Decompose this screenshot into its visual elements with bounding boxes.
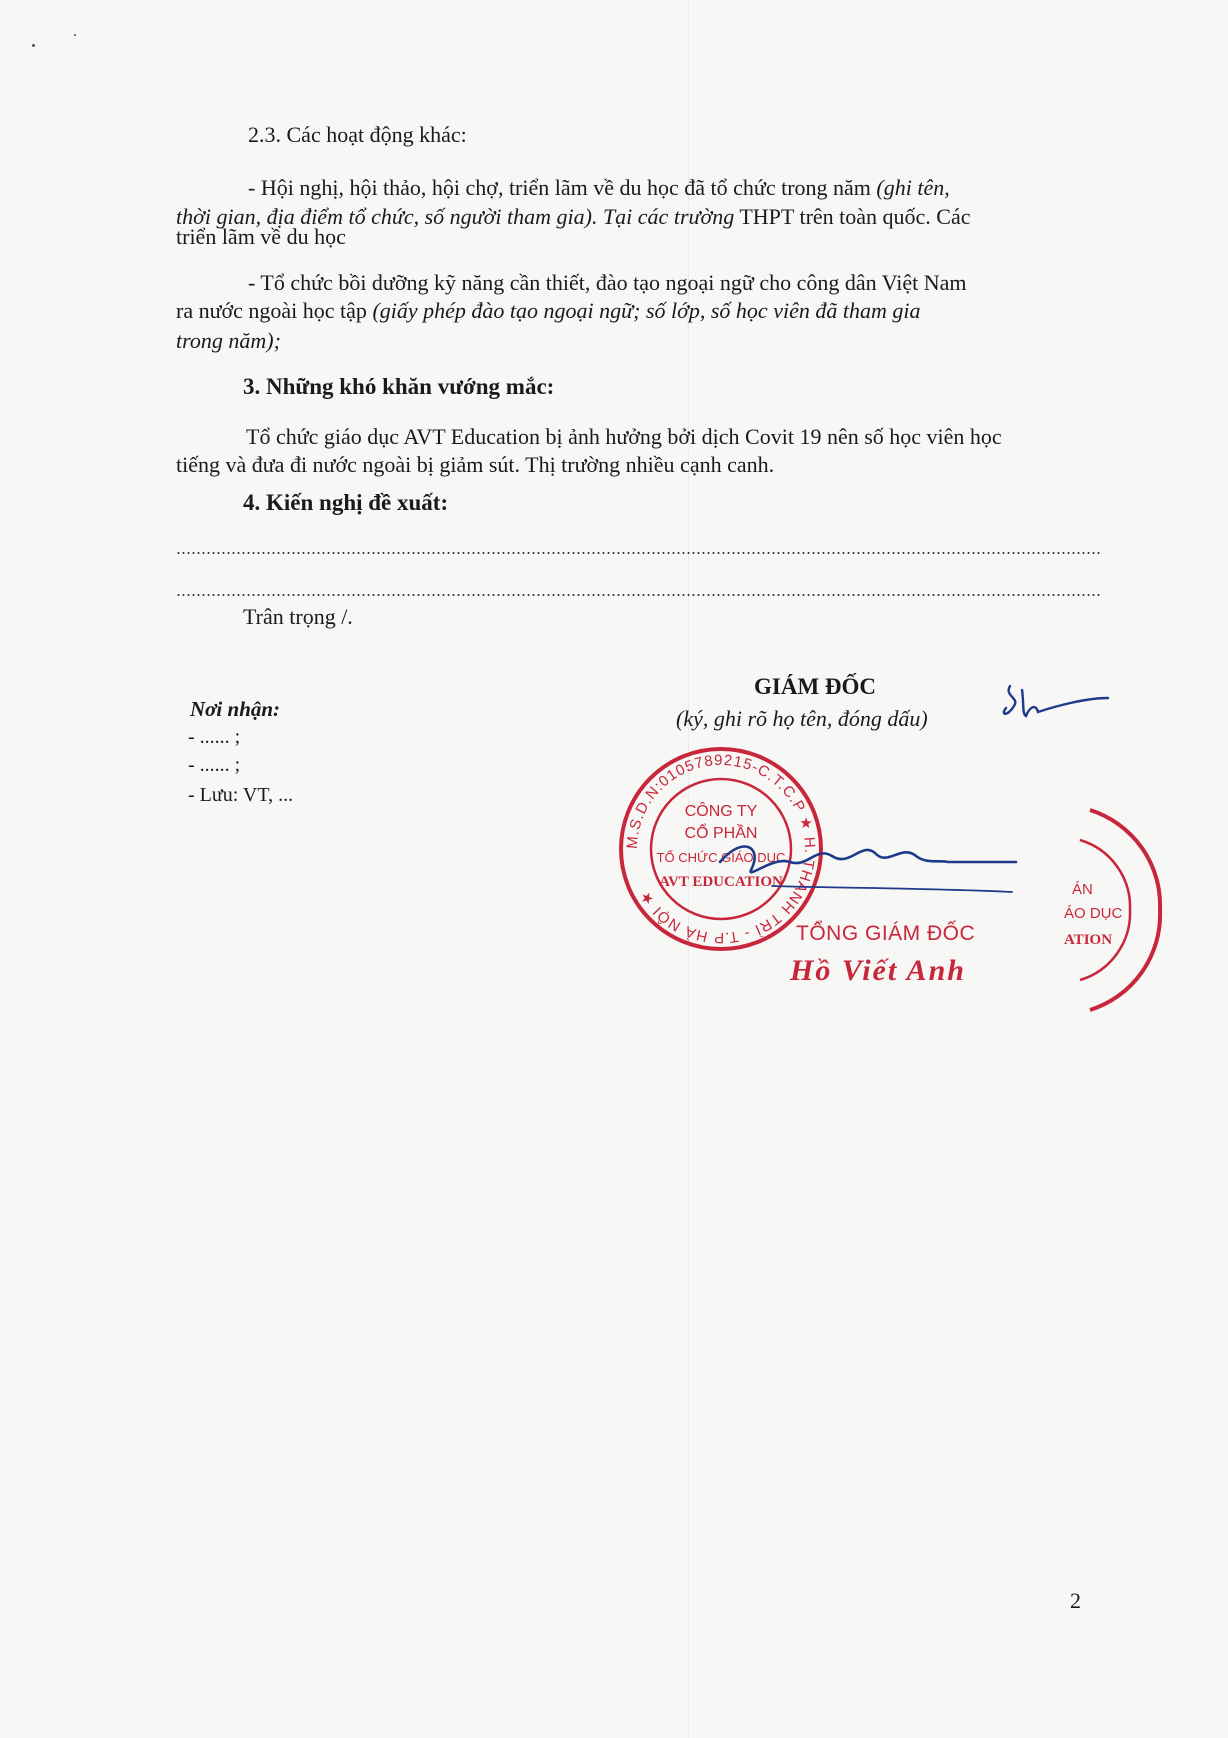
recipient-item: - ...... ;: [188, 754, 241, 776]
closing-text: Trân trọng /.: [243, 604, 353, 629]
scan-speck: [32, 44, 35, 47]
recipient-item: - ...... ;: [188, 726, 241, 748]
para2-line3: trong năm);: [176, 328, 281, 353]
dotted-line: [176, 594, 1100, 596]
page-number: 2: [1070, 1588, 1081, 1613]
stamp-title: TỔNG GIÁM ĐỐC: [796, 922, 976, 945]
section-2-3-heading: 2.3. Các hoạt động khác:: [248, 122, 467, 147]
para1-line3: triển lãm về du học: [176, 224, 346, 249]
dotted-line: [176, 552, 1100, 554]
initials-signature: [996, 676, 1116, 736]
section-3-heading: 3. Những khó khăn vướng mắc:: [243, 374, 555, 399]
seal-line-3: TỔ CHỨC GIÁO DỤC: [656, 850, 786, 865]
para1-line1-italic: (ghi tên,: [876, 175, 950, 200]
para2-line2-plain: ra nước ngoài học tập: [176, 298, 373, 323]
director-signature: [712, 816, 1022, 906]
partial-seal: [1050, 800, 1180, 1020]
para2-line2: [176, 298, 920, 324]
seal-line-2: CỔ PHẦN: [684, 825, 758, 842]
section-3-line1: Tổ chức giáo dục AVT Education bị ảnh hưởng bởi dịch Covit 19 nên số học viên học: [246, 424, 1002, 449]
recipient-item: - Lưu: VT, ...: [188, 784, 294, 806]
para1-line2-italic: thời gian, địa điểm tổ chức, số người tham gia). Tại các trường: [176, 204, 735, 229]
para1-line1-plain: - Hội nghị, hội thảo, hội chợ, triển lãm về du học đã tổ chức trong năm: [248, 175, 877, 200]
scan-speck: [74, 34, 76, 36]
seal-line-4: AVT EDUCATION: [659, 874, 783, 890]
para1-line2-plain: THPT trên toàn quốc. Các: [734, 204, 971, 229]
section-4-heading: 4. Kiến nghị đề xuất:: [243, 490, 449, 515]
svg-text:ATION: ATION: [1064, 932, 1113, 948]
seal-line-1: CÔNG TY: [684, 803, 758, 820]
para1-line1: [248, 175, 950, 201]
signature-title: GIÁM ĐỐC: [754, 674, 877, 699]
section-3-line2: tiếng và đưa đi nước ngoài bị giảm sút. Thị trường nhiều cạnh canh.: [176, 452, 775, 477]
seal-ring-text: M.S.D.N:0105789215-C.T.C.P ★ H. THANH TRÌ - T.P HÀ NỘI ★: [623, 751, 819, 947]
svg-text:ÁN: ÁN: [1072, 881, 1093, 898]
para2-line2-italic: (giấy phép đào tạo ngoại ngữ; số lớp, số học viên đã tham gia: [372, 298, 921, 323]
svg-text:ÁO DỤC: ÁO DỤC: [1064, 905, 1123, 922]
recipients-title: Nơi nhận:: [190, 697, 281, 721]
signature-note: (ký, ghi rõ họ tên, đóng dấu): [676, 706, 928, 731]
stamp-name: Hồ Viết Anh: [790, 954, 966, 987]
para2-line1: - Tổ chức bồi dưỡng kỹ năng cần thiết, đào tạo ngoại ngữ cho công dân Việt Nam: [248, 270, 967, 295]
